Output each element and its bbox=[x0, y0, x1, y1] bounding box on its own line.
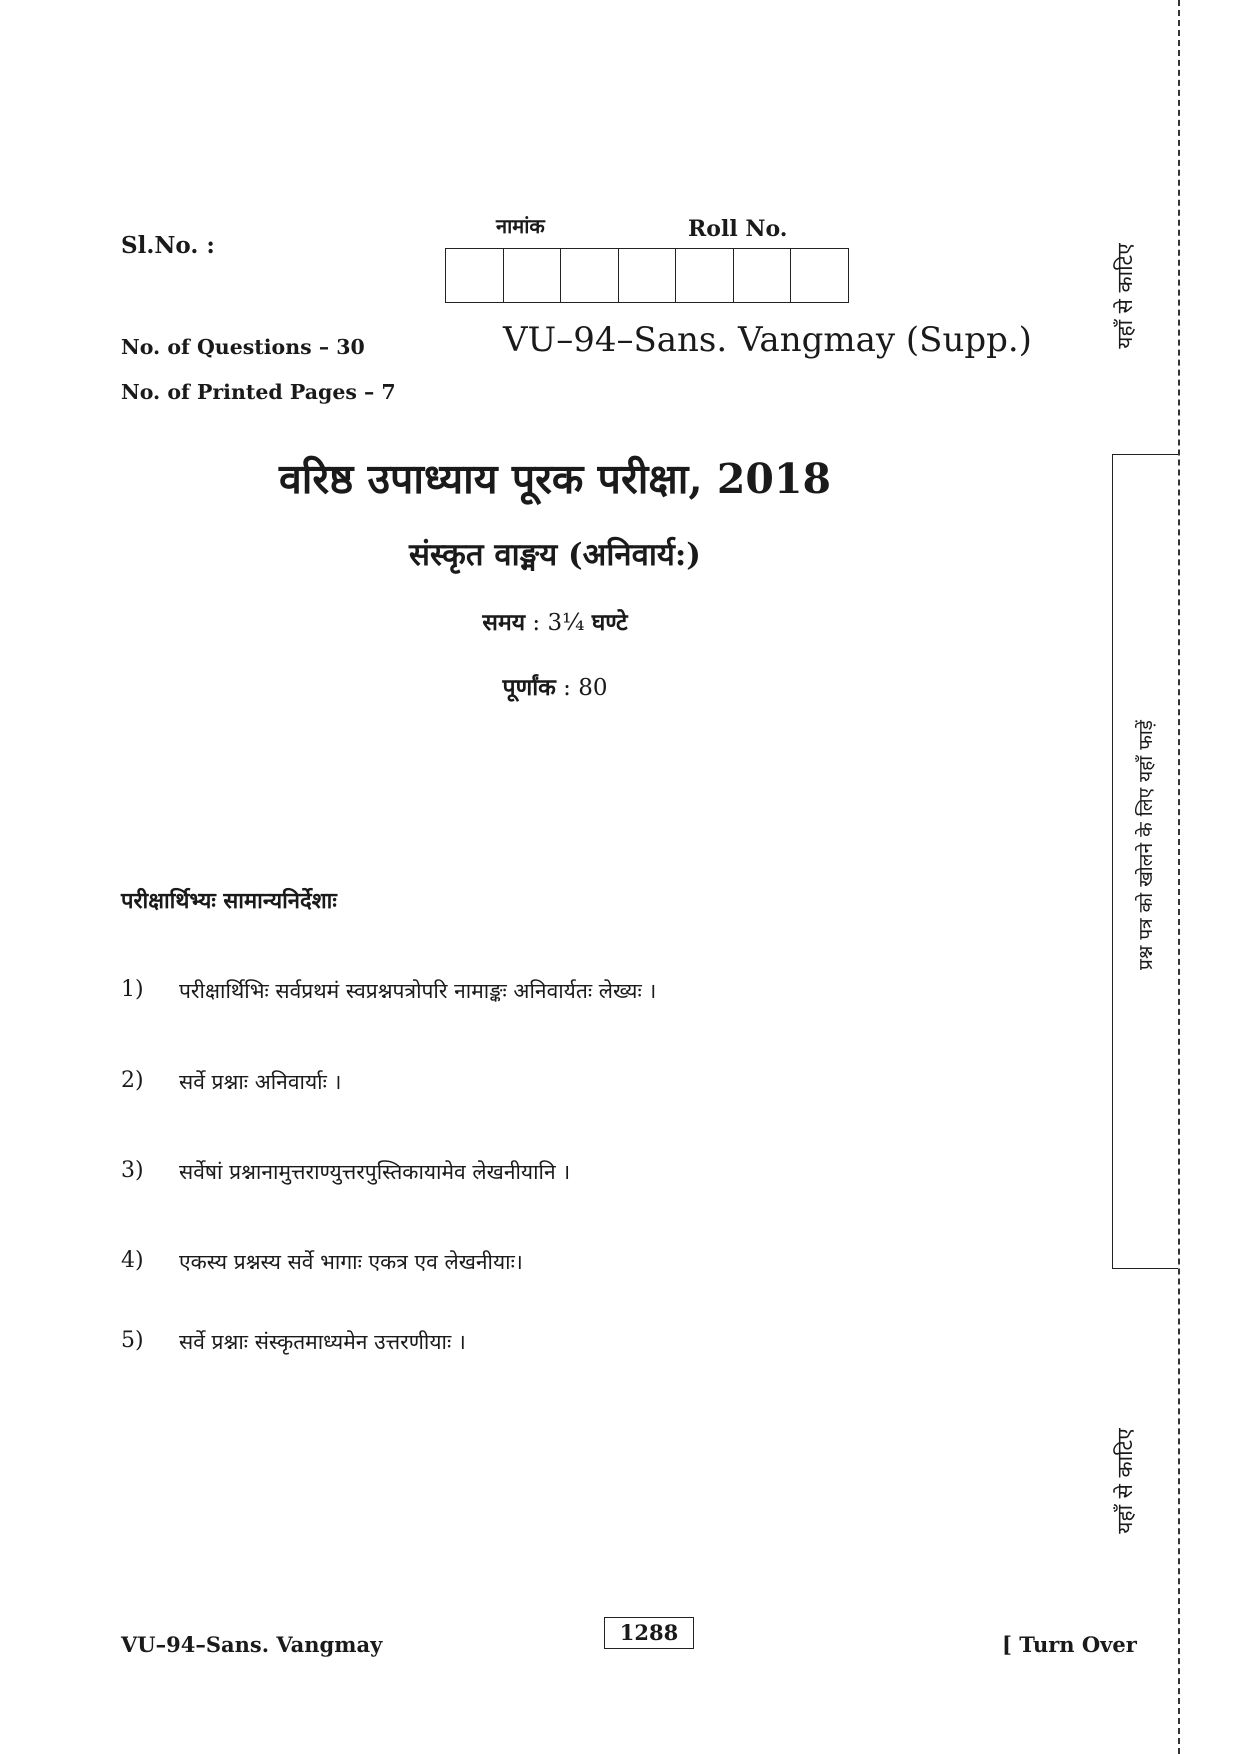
subject-title: संस्कृत वाङ्मय (अनिवार्य:) bbox=[409, 537, 701, 573]
instruction-text: सर्वे प्रश्नाः संस्कृतमाध्यमेन उत्तरणीयाः । bbox=[179, 1330, 466, 1354]
exam-title: वरिष्ठ उपाध्याय पूरक परीक्षा, 2018 bbox=[278, 455, 832, 503]
instruction-number: 5) bbox=[121, 1328, 144, 1353]
cut-here-bottom-label: यहाँ से काटिए bbox=[1113, 1428, 1137, 1534]
instruction-text: एकस्य प्रश्नस्य सर्वे भागाः एकत्र एव लेखनीयाः। bbox=[179, 1250, 523, 1274]
instruction-text: परीक्षार्थिभिः सर्वप्रथमं स्वप्रश्नपत्रोपरि नामाङ्कः अनिवार्यतः लेख्यः । bbox=[179, 979, 657, 1003]
instruction-number: 4) bbox=[121, 1248, 144, 1273]
roll-digit-box[interactable] bbox=[619, 248, 677, 303]
number-of-printed-pages: No. of Printed Pages – 7 bbox=[121, 380, 396, 404]
marks-label: पूर्णांक bbox=[502, 674, 556, 701]
marks-line bbox=[0, 670, 1110, 702]
paper-code-title: VU–94–Sans. Vangmay (Supp.) bbox=[503, 320, 1032, 360]
instruction-number: 3) bbox=[121, 1158, 144, 1183]
instruction-item bbox=[121, 1328, 466, 1356]
roll-no-label: Roll No. bbox=[688, 216, 788, 242]
instruction-item bbox=[121, 1248, 523, 1276]
instruction-item bbox=[121, 1068, 341, 1096]
instruction-number: 1) bbox=[121, 977, 144, 1002]
time-label: समय bbox=[482, 609, 526, 636]
roll-digit-box[interactable] bbox=[791, 248, 849, 303]
marks-value: : 80 bbox=[563, 675, 608, 701]
instructions-heading: परीक्षार्थिभ्यः सामान्यनिर्देशाः bbox=[121, 888, 337, 914]
roll-digit-box[interactable] bbox=[561, 248, 619, 303]
cut-here-top-label: यहाँ से काटिए bbox=[1113, 243, 1137, 349]
time-line bbox=[0, 605, 1110, 637]
cut-line bbox=[1178, 0, 1180, 1754]
namank-label: नामांक bbox=[496, 214, 545, 238]
roll-digit-box[interactable] bbox=[504, 248, 562, 303]
roll-number-boxes bbox=[445, 248, 849, 303]
turn-over-label: [ Turn Over bbox=[1002, 1632, 1137, 1657]
roll-digit-box[interactable] bbox=[676, 248, 734, 303]
footer-paper-code: VU–94–Sans. Vangmay bbox=[121, 1632, 383, 1657]
instruction-item bbox=[121, 1158, 570, 1186]
instruction-item bbox=[121, 977, 656, 1005]
footer-page-code: 1288 bbox=[604, 1617, 694, 1649]
instruction-text: सर्वेषां प्रश्नानामुत्तराण्युत्तरपुस्तिकायामेव लेखनीयानि । bbox=[179, 1160, 571, 1184]
roll-digit-box[interactable] bbox=[734, 248, 792, 303]
instruction-text: सर्वे प्रश्नाः अनिवार्याः । bbox=[179, 1070, 342, 1094]
tear-here-label: प्रश्न पत्र को खोलने के लिए यहाँ फाड़ें bbox=[1135, 720, 1157, 970]
instruction-number: 2) bbox=[121, 1068, 144, 1093]
roll-digit-box[interactable] bbox=[446, 248, 504, 303]
time-value: : 3¼ bbox=[532, 610, 585, 636]
serial-number-label: Sl.No. : bbox=[121, 232, 215, 259]
number-of-questions: No. of Questions – 30 bbox=[121, 335, 365, 359]
time-unit: घण्टे bbox=[591, 609, 628, 636]
